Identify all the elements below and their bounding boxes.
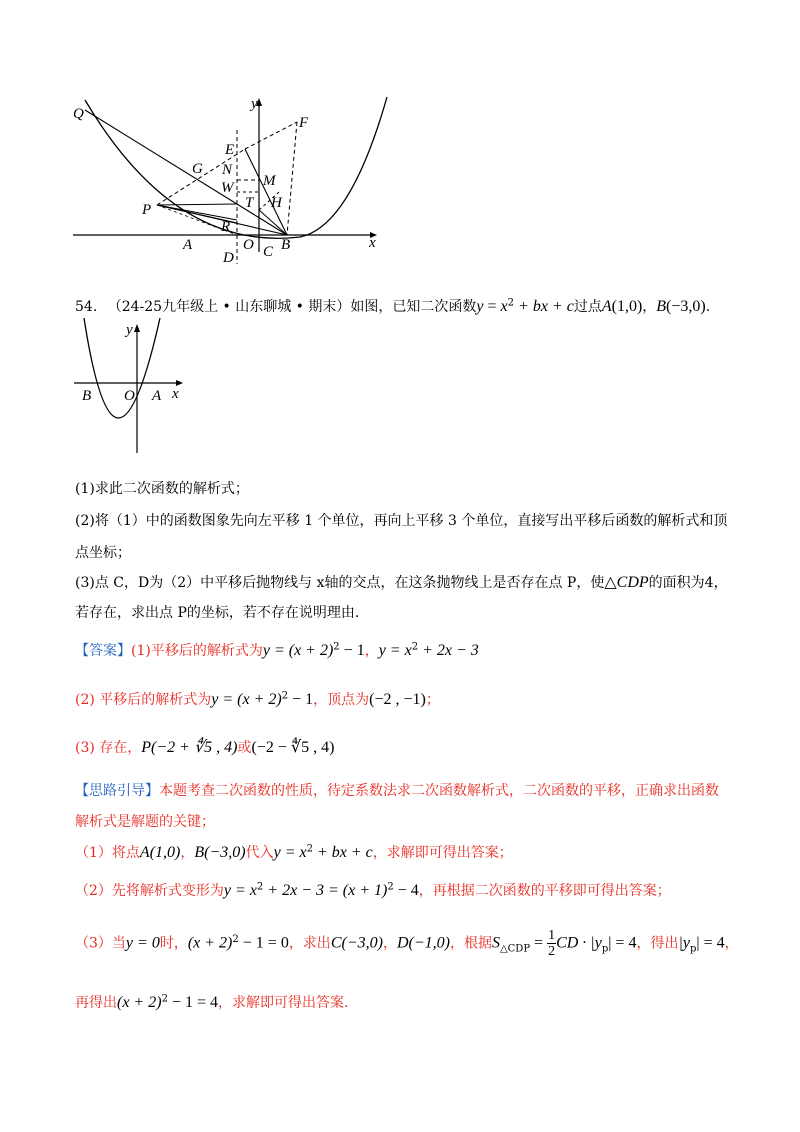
answer-2: (2) 平移后的解析式为$y = (x + 2)^2 - 1$，顶点为(−2 , −1)；: [75, 690, 440, 708]
label-G: G: [192, 161, 203, 177]
question-2a: (2)将（1）中的函数图象先向左平移 1 个单位，再向上平移 3 个单位，直接写出平移后函数的解析式和顶: [75, 513, 728, 529]
guide-2: （2）先将解析式变形为$y = x^2 + 2x - 3 = (x + 1)^2 - 4$，再根据二次函数的平移即可得出答案；: [75, 881, 671, 899]
answer-1: 【答案】(1)平移后的解析式为$y = (x + 2)^2 - 1$，$y = x^2 + 2x - 3$: [75, 641, 479, 659]
guide-1: （1）将点A(1,0)，B(−3,0)代入$y = x^2$ + bx + c，求解即可得出答案；: [75, 843, 513, 861]
parabola: [85, 97, 387, 238]
label-O: O: [243, 237, 254, 253]
label-Q: Q: [73, 106, 84, 122]
label-M: M: [263, 173, 276, 189]
label-E: E: [225, 142, 235, 158]
question-3a: (3)点 C，D为（2）中平移后抛物线与 x轴的交点，在这条抛物线上是否存在点 P，使△CDP的面积为4，: [75, 574, 728, 591]
problem-number: 54.: [75, 299, 98, 315]
label-H: H: [271, 195, 282, 211]
question-1: (1)求此二次函数的解析式；: [75, 481, 249, 497]
guide-0b: 解析式是解题的关键；: [75, 814, 215, 830]
label-T: T: [245, 195, 254, 211]
guide-3: （3）当y = 0时，$(x + 2)^2 - 1 = 0$，求出C(−3,0)，D(−1,0)，根据$S_{\triangle CDP}$ = $\frac{1}{2}$ CD · $|y_p| = 4$，得出$|y_p| = 4$，: [75, 928, 739, 959]
label-C: C: [263, 244, 274, 260]
fig2-label-y: y: [126, 322, 133, 338]
label-P: P: [142, 202, 152, 218]
answer-tag: 【答案】: [75, 643, 131, 659]
guide-tag: 【思路引导】: [75, 783, 159, 799]
label-R: R: [221, 219, 231, 235]
fig2-label-B: B: [82, 388, 92, 404]
question-3b: 若存在，求出点 P的坐标，若不存在说明理由.: [75, 605, 360, 621]
fraction-one-half: $\frac{1}{2}$: [548, 928, 556, 959]
label-D: D: [223, 250, 234, 266]
label-N: N: [222, 162, 233, 178]
question-2b: 点坐标；: [75, 545, 131, 561]
fig2-label-O: O: [124, 388, 135, 404]
fig2-label-A: A: [152, 388, 162, 404]
label-W: W: [221, 180, 234, 196]
label-B: B: [281, 237, 291, 253]
parabola-figure-2: [70, 318, 190, 458]
label-F: F: [299, 115, 309, 131]
label-y: y: [251, 96, 258, 112]
label-A: A: [183, 237, 193, 253]
problem-statement: 54. （24-25九年级上 • 山东聊城 • 期末）如图，已知二次函数$y = x^2$ + bx + c过点A(1,0)，B(−3,0).: [75, 297, 711, 315]
guide-4: 再得出$(x + 2)^2 - 1 = 4$，求解即可得出答案.: [75, 993, 349, 1011]
label-x: x: [369, 235, 376, 251]
answer-3: (3) 存在，P(−2 + ∜5 , 4)或(−2 − ∜5 , 4): [75, 739, 335, 756]
guide-0a: 【思路引导】本题考查二次函数的性质，待定系数法求二次函数解析式，二次函数的平移，正确求出函数: [75, 783, 719, 799]
problem-source: （24-25九年级上 • 山东聊城 • 期末）如图，已知二次函数: [107, 299, 477, 315]
geometry-figure-1: [65, 92, 395, 267]
fig2-label-x: x: [172, 386, 179, 402]
